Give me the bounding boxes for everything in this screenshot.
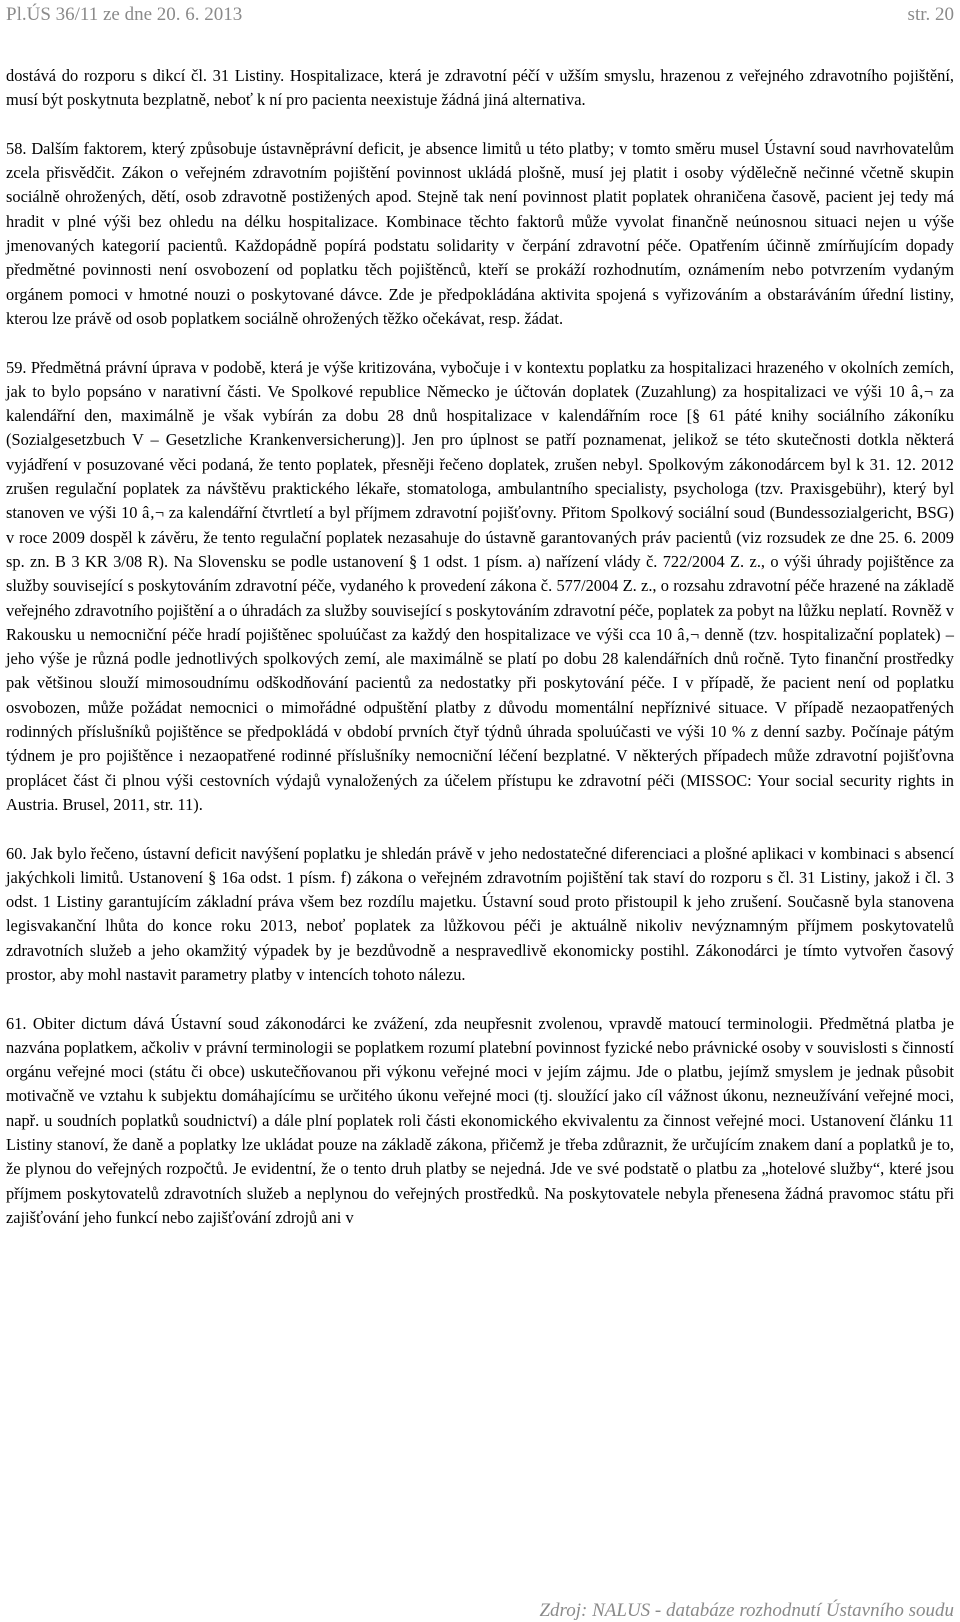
paragraph-59: 59. Předmětná právní úprava v podobě, která je výše kritizována, vybočuje i v kontextu poplatku za hospitalizaci hrazeného v okolních zemích, jak to bylo popsáno v narativní části. Ve Spolkové republice Německo je účtován doplatek (Zuzahlung) za hospitalizaci ve výši 10 â‚¬ za kalendářní den, maximálně je však vybírán za dobu 28 dnů hospitalizace v kalendářním roce [§ 61 páté knihy sociálního zákoníku (Sozialgesetzbuch V – Gesetzliche Krankenversicherung)]. Jen pro úplnost se patří poznamenat, jelikož se této skutečnosti dotkla některá vyjádření v posuzované věci podaná, že tento poplatek, přesněji řečeno doplatek, zrušen nebyl. Spolkovým zákonodárcem byl k 31. 12. 2012 zrušen regulační poplatek za návštěvu praktického lékaře, stomatologa, ambulantního specialisty, psychologa (tzv. Praxisgebühr), který byl stanoven ve výši 10 â‚¬ za kalendářní čtvrtletí a byl příjmem zdravotní pojišťovny. Přitom Spolkový sociální soud (Bundessozialgericht, BSG) v roce 2009 dospěl k závěru, že tento regulační poplatek nezasahuje do ústavně garantovaných práv pacientů (viz rozsudek ze dne 25. 6. 2009 sp. zn. B 3 KR 3/08 R). Na Slovensku se podle ustanovení § 1 odst. 1 písm. a) nařízení vlády č. 722/2004 Z. z., o výši úhrady pojištěnce za služby související s poskytováním zdravotní péče, vydaného k provedení zákona č. 577/2004 Z. z., o rozsahu zdravotní péče hrazené na základě veřejného zdravotního pojištění a o úhradách za služby související s poskytováním zdravotní péče, poplatek za pobyt na lůžku neplatí. Rovněž v Rakousku u nemocniční péče hradí pojištěnec spoluúčast za každý den hospitalizace ve výši cca 10 â‚¬ denně (tzv. hospitalizační poplatek) – jeho výše je různá podle jednotlivých spolkových zemí, ale maximálně se platí po dobu 28 kalendářních dnů ročně. Tyto finanční prostředky pak většinou slouží mimosoudnímu odškodňování pacientů za nedostatky při poskytování péče. I v případě, že pacient není od poplatku osvobozen, může požádat nemocnici o mimořádné odpuštění platby z důvodu momentální nepříznivé situace. V případě nezaopatřených rodinných příslušníků pojištěnce se předpokládá v období prvních čtyř týdnů úhrada spoluúčasti ve výši 10 % z denní sazby. Počínaje pátým týdnem je pro pojištěnce i nezaopatřené rodinné příslušníky nemocniční léčení bezplatné. V některých případech může zdravotní pojišťovna proplácet část či plnou výši cestovních výdajů vynaložených za účelem přístupu ke zdravotní péči (MISSOC: Your social security rights in Austria. Brusel, 2011, str. 11).: [6, 357, 954, 814]
paragraph-58: 58. Dalším faktorem, který způsobuje ústavněprávní deficit, je absence limitů u této platby; v tomto směru musel Ústavní soud navrhovatelům zcela přisvědčit. Zákon o veřejném zdravotním pojištění povinnost ukládá plošně, musí jej platit i osoby výdělečně nečinné včetně skupin sociálně ohrožených, dětí, osob zdravotně postižených apod. Stejně tak není povinnost platit poplatek ohraničena časově, pacient jej tedy má hradit v plné výši bez ohledu na délku hospitalizace. Kombinace těchto faktorů může vyvolat finančně neúnosnou situaci nejen u výše jmenovaných kategorií pacientů. Každopádně popírá podstatu solidarity v čerpání zdravotní péče. Opatřením účinně zmírňujícím dopady předmětné povinnosti není osvobození od poplatku těch pojištěnců, kteří se prokáží rozhodnutím, oznámením nebo potvrzením vydaným orgánem pomoci v hmotné nouzi o poskytované dávce. Zde je předpokládána aktivita spojená s vyřizováním a obstaráváním úřední listiny, kterou lze právě od osob poplatkem sociálně ohrožených těžko očekávat, resp. žádat.: [6, 138, 954, 328]
paragraph-continuation: dostává do rozporu s dikcí čl. 31 Listiny. Hospitalizace, která je zdravotní péčí v užším smyslu, hrazenou z veřejného zdravotního pojištění, musí být poskytnuta bezplatně, neboť k ní pro pacienta neexistuje žádná jiná alternativa.: [6, 66, 954, 110]
paragraph-60: 60. Jak bylo řečeno, ústavní deficit navýšení poplatku je shledán právě v jeho nedostatečné diferenciaci a plošné aplikaci v kombinaci s absencí jakýchkoli limitů. Ustanovení § 16a odst. 1 písm. f) zákona o veřejném zdravotním pojištění tak staví do rozporu s čl. 31 Listiny, jakož i čl. 3 odst. 1 Listiny garantujícím základní práva všem bez rozdílu majetku. Ústavní soud proto přistoupil k jeho zrušení. Současně byla stanovena legisvakanční lhůta do konce roku 2013, neboť poplatek za lůžkovou péči je aktuálně nikoliv nevýznamným příjmem poskytovatelů zdravotních služeb a jeho okamžitý výpadek by je bezdůvodně a nespravedlivě ekonomicky postihl. Zákonodárci je tímto vytvořen časový prostor, aby mohl nastavit parametry platby v intencích tohoto nálezu.: [6, 843, 954, 984]
page-number: str. 20: [907, 4, 954, 25]
paragraph-61: 61. Obiter dictum dává Ústavní soud zákonodárci ke zvážení, zda neupřesnit zvolenou, vpravdě matoucí terminologii. Předmětná platba je nazvána poplatkem, ačkoliv v právní terminologii se poplatkem rozumí platební povinnost fyzické nebo právnické osoby v souvislosti s činností orgánu veřejné moci (státu či obce) uskutečňovanou při výkonu veřejné moci v jejím zájmu. Jde o platbu, jejímž smyslem je jednak působit motivačně ve vztahu k subjektu domáhajícímu se určitého úkonu veřejné moci (tj. sloužící jako cíl vážnost úkonu, nezneužívání veřejné moci, např. u soudních poplatků soudnictví) a dále plní poplatek roli části ekonomického ekvivalentu za činnost veřejné moci. Ustanovení článku 11 Listiny stanoví, že daně a poplatky lze ukládat pouze na základě zákona, přičemž je třeba zdůraznit, že určujícím znakem daní a poplatků je to, že plynou do veřejných rozpočtů. Je evidentní, že o tento druh platby se nejedná. Jde ve své podstatě o platbu za „hotelové služby“, které jsou příjmem poskytovatelů zdravotních služeb a neplynou do veřejných prostředků. Na poskytovatele nebyla přenesena žádná pravomoc státu při zajišťování jeho funkcí nebo zajišťování zdrojů ani v: [6, 1013, 954, 1227]
source-footer: Zdroj: NALUS - databáze rozhodnutí Ústavního soudu: [539, 1600, 954, 1621]
page-header: [6, 4, 954, 28]
document-body: [6, 64, 954, 1255]
case-reference: Pl.ÚS 36/11 ze dne 20. 6. 2013: [6, 4, 243, 25]
